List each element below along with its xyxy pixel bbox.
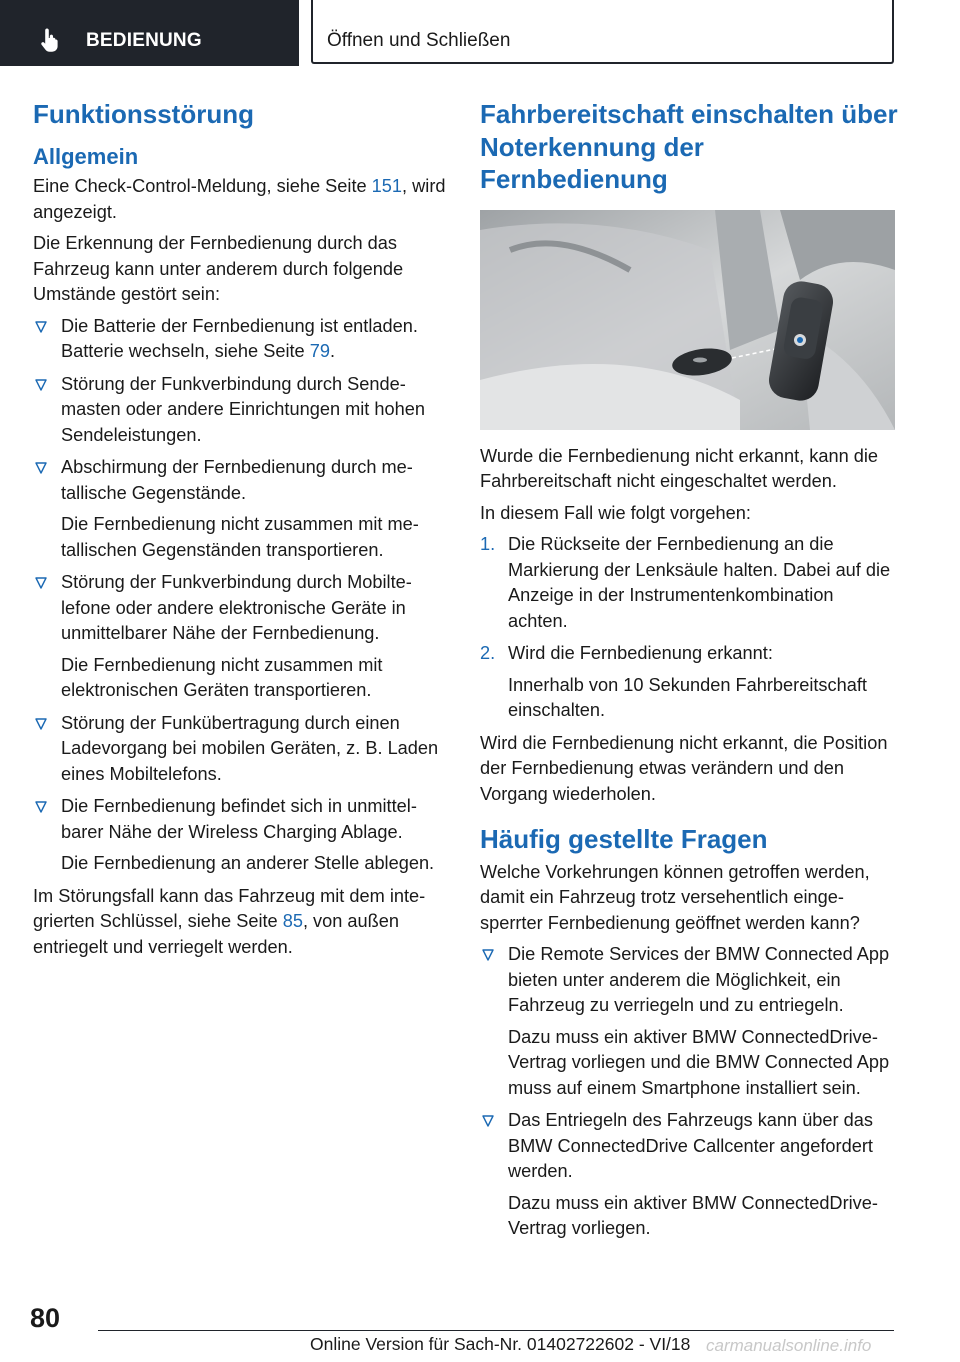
paragraph: Die Erkennung der Fernbedienung durch das Fahrzeug kann unter anderem durch folgende Umstände gestört sein: xyxy=(33,233,404,304)
triangle-bullet-icon xyxy=(482,949,494,961)
paragraph: Wurde die Fernbedienung nicht erkannt, kann die Fahrbereitschaft nicht eingeschaltet werden. xyxy=(480,445,879,491)
section-tab xyxy=(0,0,299,66)
steering-column-key-illustration xyxy=(480,210,895,430)
list-item-note: Die Fernbedienung an anderer Stelle ablegen. xyxy=(61,853,435,873)
paragraph: Welche Vorkehrungen können getroffen werden, damit ein Fahrzeug trotz versehentlich eingesperrter Fernbedienung geöffnet werden kann? xyxy=(480,861,870,933)
list-item: Abschirmung der Fernbedienung durch metallische Gegenstände. Die Fernbedienung nicht zusammen mit metallischen Gegenständen transportieren. xyxy=(33,455,448,563)
bullet-list xyxy=(480,942,898,1242)
triangle-bullet-icon xyxy=(35,718,47,730)
bullet-list xyxy=(33,314,448,877)
list-item-note: Dazu muss ein aktiver BMW ConnectedDrive-Vertrag vorliegen und die BMW Connected App muss auf einem Smartphone installiert sein. xyxy=(508,1026,890,1098)
right-column xyxy=(480,98,898,1249)
list-item: Das Entriegeln des Fahrzeugs kann über das BMW ConnectedDrive Callcenter angefordert werden. Dazu muss ein aktiver BMW ConnectedDrive-Vertrag vorliegen. xyxy=(480,1108,898,1242)
list-item: Störung der Funkübertragung durch einen Ladevorgang bei mobilen Geräten, z. B. Laden eines Mobiltelefons. xyxy=(33,711,448,788)
page-link[interactable]: 79 xyxy=(309,341,330,361)
triangle-bullet-icon xyxy=(35,462,47,474)
list-item: Die Batterie der Fernbedienung ist entladen. Batterie wechseln, siehe Seite 79. xyxy=(33,314,448,365)
list-item: 1. Die Rückseite der Fernbedienung an die Markierung der Lenksäule halten. Dabei auf die Anzeige in der Instrumentenkombination achten. xyxy=(480,534,891,631)
page-link[interactable]: 85 xyxy=(282,911,303,931)
list-item-note: Die Fernbedienung nicht zusammen mit metallischen Gegenständen transportieren. xyxy=(61,514,419,560)
paragraph: Im Störungsfall kann das Fahrzeug mit dem integrierten Schlüssel, siehe Seite 85, von außen entriegelt und verriegelt werden. xyxy=(33,885,426,957)
footer-divider xyxy=(98,1330,894,1331)
hand-pointer-icon xyxy=(40,27,64,53)
chapter-box xyxy=(311,0,894,64)
heading-fahrbereitschaft: Fahrbereitschaft einschalten über Noterkennung der Fernbedienung xyxy=(480,99,898,194)
page-header xyxy=(0,0,960,66)
footer-version: Online Version für Sach-Nr. 01402722602 - VI/18 xyxy=(310,1334,691,1354)
paragraph: Eine Check-Control-Meldung, siehe Seite 151, wird angezeigt. xyxy=(33,176,446,222)
list-item-note: Die Fernbedienung nicht zusammen mit elektronischen Geräten transportieren. xyxy=(61,654,383,700)
page-number: 80 xyxy=(30,1303,61,1333)
numbered-list xyxy=(480,532,898,724)
triangle-bullet-icon xyxy=(482,1115,494,1127)
paragraph: In diesem Fall wie folgt vorgehen: xyxy=(480,502,751,523)
heading-allgemein: Allgemein xyxy=(33,143,139,169)
section-label: BEDIENUNG xyxy=(86,30,202,51)
list-item: Störung der Funkverbindung durch Sendemasten oder andere Einrichtungen mit hohen Sendeleistungen. xyxy=(33,372,448,449)
list-item: Störung der Funkverbindung durch Mobiltelefone oder andere elektronische Geräte in unmittelbarer Nähe der Fernbedienung. Die Fernbedienung nicht zusammen mit elektronischen Geräten transportieren. xyxy=(33,570,448,704)
watermark: carmanualsonline.info xyxy=(706,1336,872,1355)
heading-funktionsstoerung: Funktionsstörung xyxy=(33,99,254,129)
list-item: Die Fernbedienung befindet sich in unmittelbarer Nähe der Wireless Charging Ablage. Die Fernbedienung an anderer Stelle ablegen. xyxy=(33,794,448,877)
step-number: 2. xyxy=(480,643,496,663)
triangle-bullet-icon xyxy=(35,321,47,333)
heading-haeufig-gestellte-fragen: Häufig gestellte Fragen xyxy=(480,824,768,854)
list-item-note: Dazu muss ein aktiver BMW ConnectedDrive-Vertrag vorliegen. xyxy=(508,1192,878,1238)
list-item-note: Innerhalb von 10 Sekunden Fahrbereitschaft einschalten. xyxy=(508,674,867,720)
list-item: 2. Wird die Fernbedienung erkannt: Innerhalb von 10 Sekunden Fahrbereitschaft einschalten. xyxy=(480,641,898,724)
list-item: Die Remote Services der BMW Connected App bieten unter anderem die Möglichkeit, ein Fahrzeug zu verriegeln und zu entriegeln. Dazu muss ein aktiver BMW ConnectedDrive-Vertrag vorliegen und die BMW Connected App muss auf einem Smartphone installiert sein. xyxy=(480,942,898,1101)
step-number: 1. xyxy=(480,534,496,554)
triangle-bullet-icon xyxy=(35,379,47,391)
chapter-title: Öffnen und Schließen xyxy=(327,30,511,51)
triangle-bullet-icon xyxy=(35,577,47,589)
left-column xyxy=(33,98,448,966)
triangle-bullet-icon xyxy=(35,801,47,813)
paragraph: Wird die Fernbedienung nicht erkannt, die Position der Fernbedienung etwas verändern und den Vorgang wiederholen. xyxy=(480,732,888,804)
page-link[interactable]: 151 xyxy=(371,176,403,196)
